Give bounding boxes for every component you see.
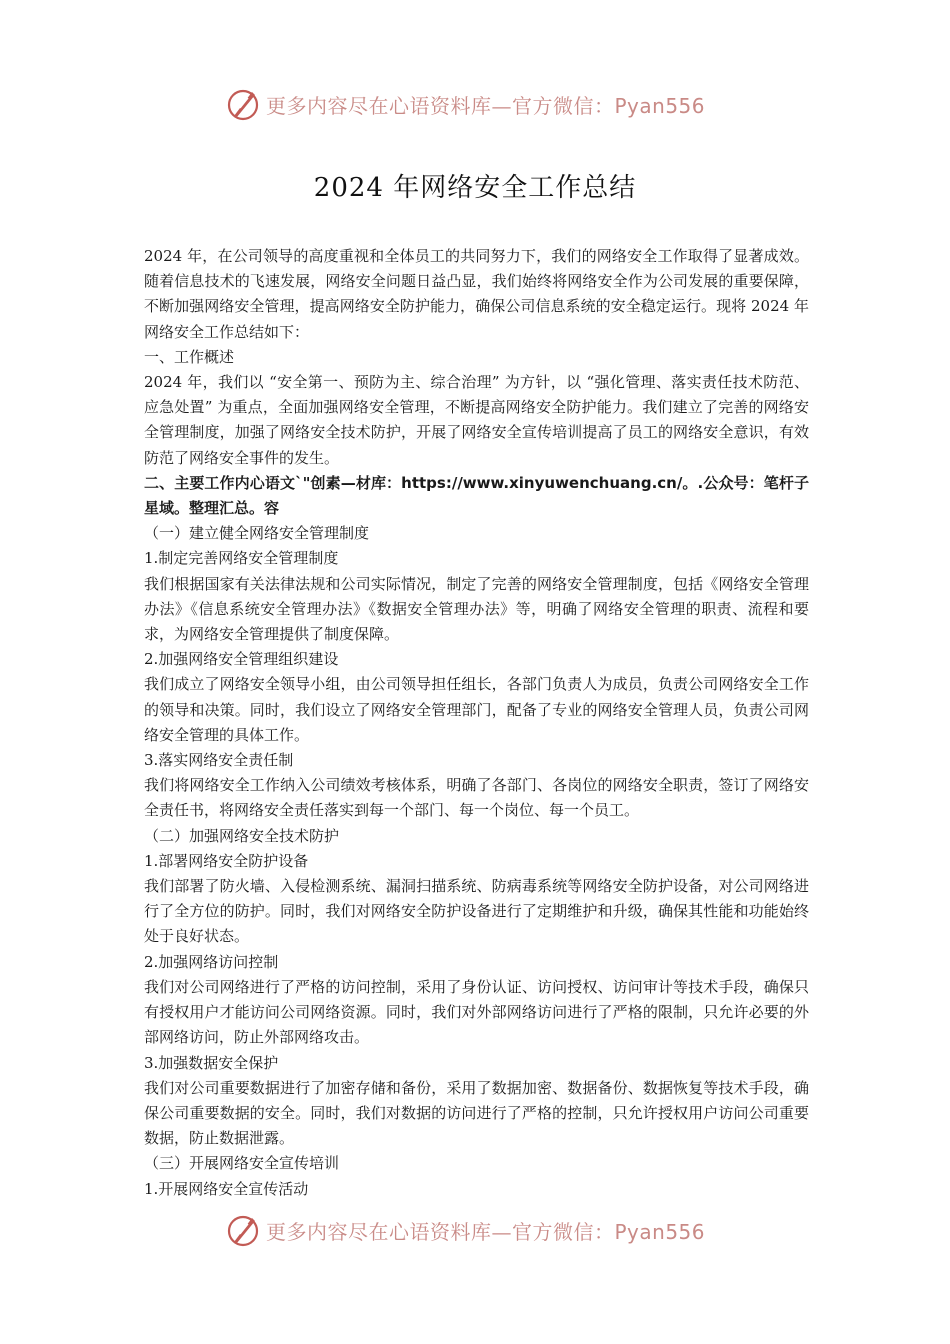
item-heading: 2.加强网络安全管理组织建设	[144, 650, 339, 669]
item-heading: 2.加强网络访问控制	[144, 952, 279, 971]
item-heading: 3.加强数据安全保护	[144, 1053, 279, 1072]
item-heading: 1.制定完善网络安全管理制度	[144, 549, 339, 568]
body-paragraph: 我们对公司重要数据进行了加密存储和备份，采用了数据加密、数据备份、数据恢复等技术手段，确保公司重要数据的安全。同时，我们对数据的访问进行了严格的控制，只允许授权用户访问公司重要数据，防止数据泄露。	[144, 1078, 809, 1148]
body-paragraph: 我们根据国家有关法律法规和公司实际情况，制定了完善的网络安全管理制度，包括《网络安全管理办法》《信息系统安全管理办法》《数据安全管理办法》等，明确了网络安全管理的职责、流程和要求，为网络安全管理提供了制度保障。	[144, 574, 809, 644]
intro-paragraph: 2024 年，在公司领导的高度重视和全体员工的共同努力下，我们的网络安全工作取得了显著成效。随着信息技术的飞速发展，网络安全问题日益凸显，我们始终将网络安全作为公司发展的重要保障，不断加强网络安全管理，提高网络安全防护能力，确保公司信息系统的安全稳定运行。现将 2024 年网络安全工作总结如下：	[144, 247, 809, 341]
item-heading: 1.部署网络安全防护设备	[144, 851, 309, 870]
subsection-heading: （二）加强网络安全技术防护	[144, 826, 340, 845]
watermark-id: Pyan556	[614, 93, 706, 118]
body-paragraph: 我们将网络安全工作纳入公司绩效考核体系，明确了各部门、各岗位的网络安全职责，签订了网络安全责任书，将网络安全责任落实到每一个部门、每一个岗位、每一个员工。	[144, 776, 809, 820]
watermark-text: 更多内容尽在心语资料库—官方微信：Pyan556	[266, 93, 706, 118]
body-paragraph: 我们对公司网络进行了严格的访问控制，采用了身份认证、访问授权、访问审计等技术手段，确保只有授权用户才能访问公司网络资源。同时，我们对外部网络访问进行了严格的限制，只允许必要的外部网络访问，防止外部网络攻击。	[144, 977, 809, 1047]
watermark-id: Pyan556	[614, 1219, 706, 1244]
quill-logo-icon	[226, 1212, 262, 1248]
watermark-text: 更多内容尽在心语资料库—官方微信：Pyan556	[266, 1219, 706, 1244]
body-paragraph: 2024 年，我们以 “安全第一、预防为主、综合治理” 为方针，以 “强化管理、落实责任技术防范、应急处置” 为重点，全面加强网络安全管理，不断提高网络安全防护能力。我们建立了完善的网络安全管理制度，加强了网络安全技术防护，开展了网络安全宣传培训提高了员工的网络安全意识，有效防范了网络安全事件的发生。	[144, 373, 809, 467]
subsection-heading: （一）建立健全网络安全管理制度	[144, 524, 370, 543]
document-body	[144, 244, 809, 1202]
quill-logo-icon	[226, 86, 262, 122]
subsection-heading: （三）开展网络安全宣传培训	[144, 1154, 340, 1173]
body-paragraph: 我们部署了防火墙、入侵检测系统、漏洞扫描系统、防病毒系统等网络安全防护设备，对公司网络进行了全方位的防护。同时，我们对网络安全防护设备进行了定期维护和升级，确保其性能和功能始终处于良好状态。	[144, 877, 809, 946]
body-paragraph: 我们成立了网络安全领导小组，由公司领导担任组长，各部门负责人为成员，负责公司网络安全工作的领导和决策。同时，我们设立了网络安全管理部门，配备了专业的网络安全管理人员，负责公司网络安全管理的具体工作。	[144, 675, 809, 744]
watermark-banner-bottom	[226, 1210, 746, 1250]
item-heading: 1.开展网络安全宣传活动	[144, 1179, 309, 1198]
watermark-banner-top	[226, 84, 746, 124]
section-heading: 一、工作概述	[144, 347, 235, 366]
section-heading-bold: 二、主要工作内心语文`"创素—材库：https://www.xinyuwenchuang.cn/。.公众号：笔杆子星域。整理汇总。容	[144, 473, 809, 518]
item-heading: 3.落实网络安全责任制	[144, 751, 294, 770]
document-title: 2024 年网络安全工作总结	[313, 173, 637, 204]
